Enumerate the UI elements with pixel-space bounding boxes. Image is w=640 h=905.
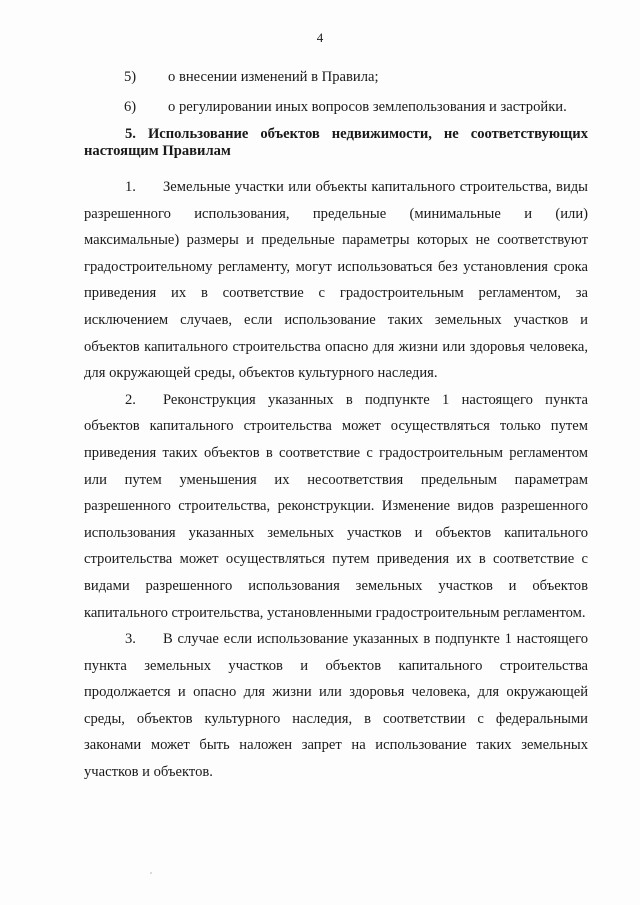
list-item <box>84 62 588 92</box>
paragraph-number: 3. <box>125 631 136 648</box>
list-item-number: 5) <box>124 69 137 85</box>
list-item <box>84 92 588 122</box>
paragraph-text: Земельные участки или объекты капитального строительства, виды разрешенного использования, предельные (минимальные и (или) максимальные) размеры и предельные параметры которых не соответствуют градостроительному регламенту, могут использоваться без установления срока приведения их в соответствие с градостроительным регламентом, за исключением случаев, если использование таких земельных участков и объектов капитального строительства опасно для жизни или здоровья человека, для окружающей среды, объектов культурного наследия. <box>84 179 588 382</box>
section-heading: 5. Использование объектов недвижимости, не соответствующих настоящим Правилам <box>84 126 588 159</box>
list-item-number: 6) <box>124 99 137 115</box>
document-content <box>84 62 588 786</box>
paragraph-3 <box>84 626 588 786</box>
list-item-text: о регулировании иных вопросов землепользования и застройки. <box>168 99 567 115</box>
paragraph-2 <box>84 387 588 626</box>
paragraph-1 <box>84 174 588 387</box>
scan-speck <box>150 872 152 874</box>
paragraph-text: В случае если использование указанных в подпункте 1 настоящего пункта земельных участков и объектов капитального строительства продолжается и опасно для жизни или здоровья человека, для окружающей среды, объектов культурного наследия, в соответствии с федеральными законами может быть наложен запрет на использование таких земельных участков и объектов. <box>84 631 588 781</box>
page-number: 4 <box>316 30 324 45</box>
paragraph-number: 1. <box>125 179 136 195</box>
paragraph-number: 2. <box>125 391 136 408</box>
paragraph-text: Реконструкция указанных в подпункте 1 настоящего пункта объектов капитального строительства может осуществляться только путем приведения таких объектов в соответствие с градостроительным регламентом или путем уменьшения их несоответствия предельным параметрам разрешенного строительства, реконструкции. Изменение видов разрешенного использования указанных земельных участков и объектов капитального строительства может осуществляться путем приведения их в соответствие с видами разрешенного использования земельных участков и объектов капитального строительства, установленными градостроительным регламентом. <box>84 391 588 621</box>
list-item-text: о внесении изменений в Правила; <box>168 69 379 85</box>
